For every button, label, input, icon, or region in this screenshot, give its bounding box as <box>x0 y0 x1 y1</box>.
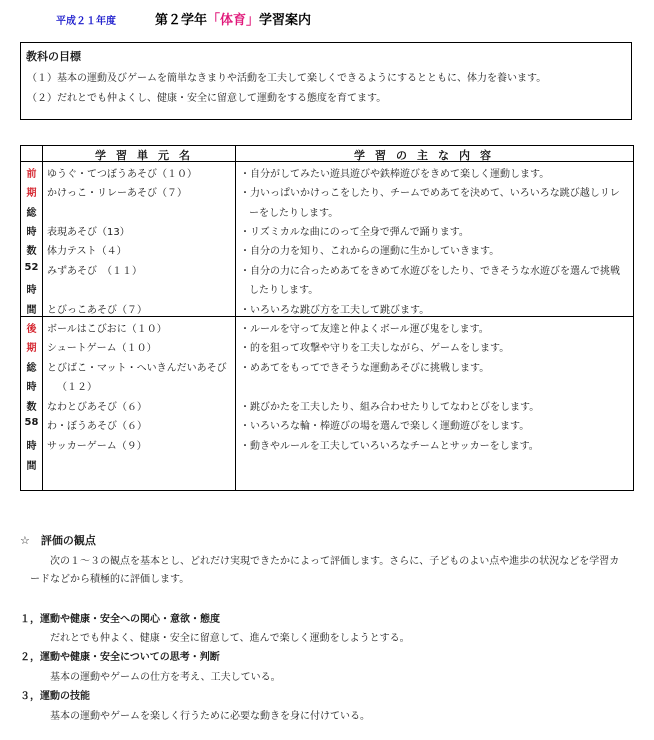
semester-divider <box>21 316 633 317</box>
second-semester-label-char: 総 <box>26 363 37 374</box>
second-semester-label-char: 時 <box>26 441 37 452</box>
first-semester-hours: 52 <box>24 262 39 273</box>
unit-cell: とびばこ・マット・へいきんだいあそび <box>47 363 227 374</box>
criterion-title-3: ３，運動の技能 <box>20 691 90 702</box>
first-semester-label-char: 総 <box>26 208 37 219</box>
evaluation-heading: ☆ 評価の観点 <box>20 534 96 547</box>
criterion-desc-3: 基本の運動やゲームを楽しく行うために必要な動きを身に付けている。 <box>50 711 370 722</box>
second-semester-label-char: 後 <box>26 324 37 335</box>
content-cell: ・ルールを守って友達と仲よくボール運び鬼をします。 <box>240 324 489 335</box>
unit-cell: みずあそび （１１） <box>47 266 142 277</box>
page-title <box>155 9 311 28</box>
criterion-title-2: ２，運動や健康・安全についての思考・判断 <box>20 652 220 663</box>
second-semester-label-char: 時 <box>26 382 37 393</box>
criterion-desc-2: 基本の運動やゲームの仕方を考え、工夫している。 <box>50 672 281 683</box>
criterion-title-1: １，運動や健康・安全への関心・意欲・態度 <box>20 614 220 625</box>
content-cell: ・自分がしてみたい遊具遊びや鉄棒遊びをきめて楽しく運動します。 <box>240 169 550 180</box>
content-cell-continued: ーをしたりします。 <box>249 208 339 219</box>
goals-heading: 教科の目標 <box>26 50 81 63</box>
first-semester-label-char: 数 <box>26 246 37 257</box>
goals-box <box>20 42 632 120</box>
evaluation-intro-line-1: 次の１～３の観点を基本とし、どれだけ実現できたかによって評価します。さらに、子どものよい点や進歩の状況などを学習カ <box>50 556 620 567</box>
unit-cell-continued: （１２） <box>57 382 97 393</box>
first-semester-label-char: 時 <box>26 227 37 238</box>
unit-cell: ゆうぐ・てつぼうあそび（１０） <box>47 169 197 180</box>
unit-cell: わ・ぼうあそび（６） <box>47 421 147 432</box>
first-semester-label-char: 前 <box>26 169 37 180</box>
second-semester-hours: 58 <box>24 417 39 428</box>
title-subject: 「体育」 <box>207 13 260 28</box>
table-divider <box>235 146 236 490</box>
content-cell: ・リズミカルな曲にのって全身で弾んで踊ります。 <box>240 227 469 238</box>
goal-line-1: （１）基本の運動及びゲームを簡単なきまりや活動を工夫して楽しくできるようにするとともに、体力を養います。 <box>27 73 547 84</box>
first-semester-label-char: 時 <box>26 285 37 296</box>
content-cell: ・力いっぱいかけっこをしたり、チームでめあてを決めて、いろいろな跳び越しリレ <box>240 188 620 199</box>
unit-cell: サッカーゲーム（９） <box>47 441 147 452</box>
content-cell: ・いろいろな跳び方を工夫して跳びます。 <box>240 305 430 316</box>
second-semester-label-char: 期 <box>26 343 37 354</box>
unit-cell: なわとびあそび（６） <box>47 402 147 413</box>
content-cell: ・自分の力を知り、これからの運動に生かしていきます。 <box>240 246 500 257</box>
title-suffix: 学習案内 <box>259 13 312 28</box>
first-semester-label-char: 期 <box>26 188 37 199</box>
unit-cell: 体力テスト（４） <box>47 246 127 257</box>
school-year: 平成２１年度 <box>56 16 116 27</box>
header-content: 学習の主な内容 <box>354 149 501 162</box>
unit-cell: かけっこ・リレーあそび（７） <box>47 188 187 199</box>
unit-cell: 表現あそび（13） <box>47 227 130 238</box>
second-semester-label-char: 数 <box>26 402 37 413</box>
content-cell: ・的を狙って攻撃や守りを工夫しながら、ゲームをします。 <box>240 343 510 354</box>
evaluation-intro-line-2: ードなどから積極的に評価します。 <box>30 574 190 585</box>
content-cell: ・動きやルールを工夫していろいろなチームとサッカーをします。 <box>240 441 539 452</box>
content-cell: ・いろいろな輪・棒遊びの場を選んで楽しく運動遊びをします。 <box>240 421 530 432</box>
unit-cell: シュートゲーム（１０） <box>47 343 157 354</box>
goal-line-2: （２）だれとでも仲よくし、健康・安全に留意して運動をする態度を育てます。 <box>27 93 387 104</box>
schedule-table <box>20 145 634 491</box>
criterion-desc-1: だれとでも仲よく、健康・安全に留意して、進んで楽しく運動をしようとする。 <box>50 633 410 644</box>
content-cell: ・跳びかたを工夫したり、組み合わせたりしてなわとびをします。 <box>240 402 540 413</box>
header-unit: 学習単元名 <box>95 149 200 162</box>
content-cell: ・めあてをもってできそうな運動あそびに挑戦します。 <box>240 363 490 374</box>
unit-cell: とびっこあそび（７） <box>47 305 147 316</box>
content-cell-continued: したりします。 <box>249 285 319 296</box>
unit-cell: ボールはこびおに（１０） <box>47 324 167 335</box>
title-grade: 第２学年 <box>155 13 208 28</box>
table-divider <box>42 146 43 490</box>
first-semester-label-char: 間 <box>26 305 37 316</box>
content-cell: ・自分の力に合っためあてをきめて水遊びをしたり、できそうな水遊びを選んで挑戦 <box>240 266 620 277</box>
second-semester-label-char: 間 <box>26 461 37 472</box>
